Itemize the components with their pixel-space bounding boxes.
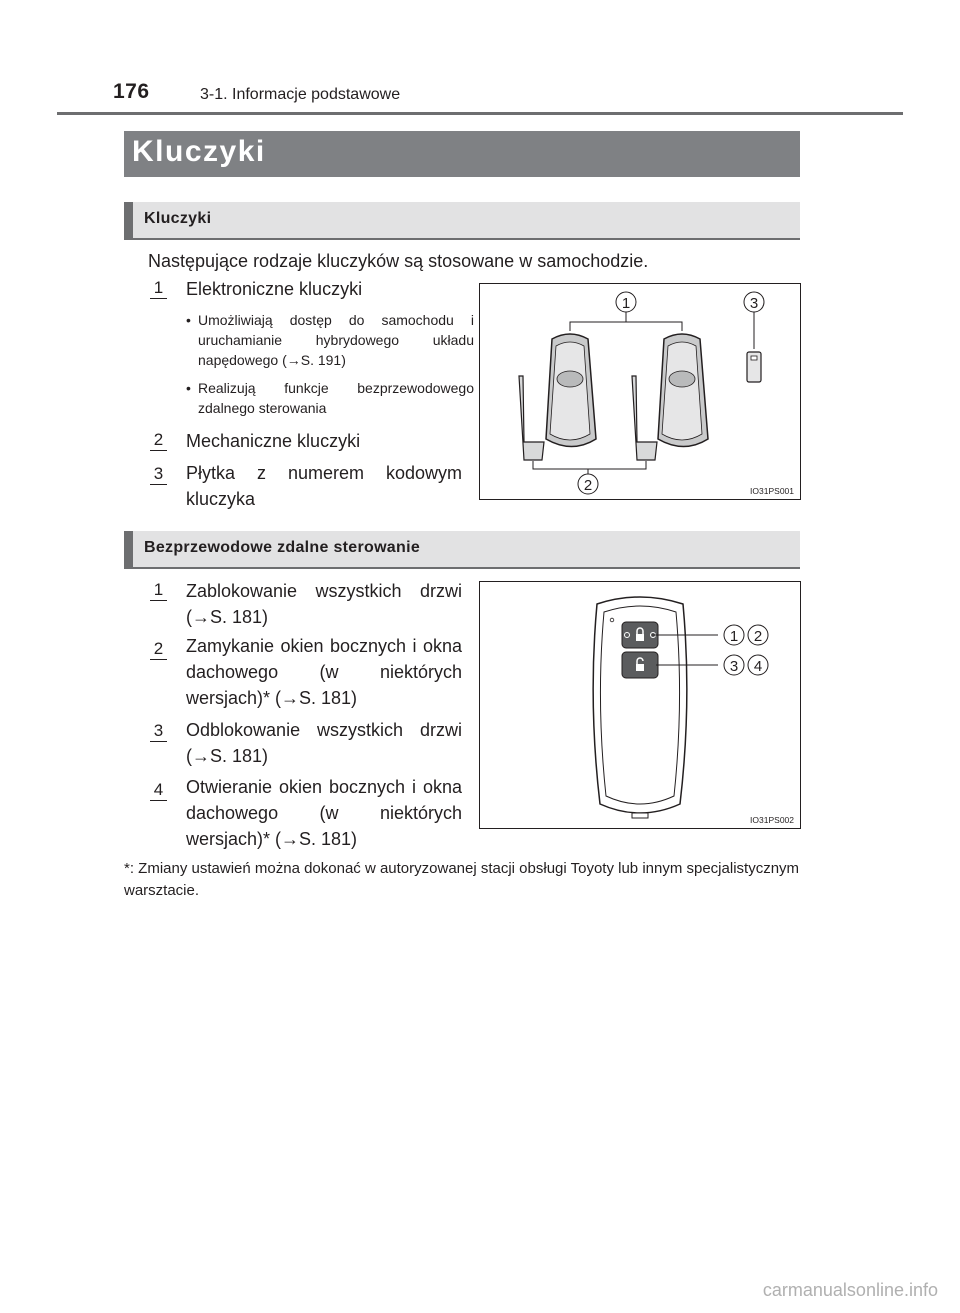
keys-intro: Następujące rodzaje kluczyków są stosowane w samochodzie. <box>148 251 649 271</box>
mechanical-key-right <box>632 376 657 460</box>
item-number: 1 <box>150 580 167 601</box>
subheading-accent <box>124 531 133 569</box>
callout-label: 2 <box>583 477 593 494</box>
callout-label: 1 <box>621 295 631 312</box>
section-reference: 3-1. Informacje podstawowe <box>200 86 401 103</box>
item-number: 1 <box>150 278 167 299</box>
watermark: carmanualsonline.info <box>762 1280 938 1300</box>
figure-code: IO31PS001 <box>750 486 794 496</box>
subheading-accent <box>124 202 133 240</box>
subheading-remote <box>124 531 800 569</box>
page-title: Kluczyki <box>132 135 266 168</box>
keys-item-mechanical: Mechaniczne kluczyki <box>186 431 361 451</box>
callout-label: 4 <box>753 658 763 675</box>
remote-item-unlock: Odblokowanie wszystkich drzwi (→S. 181) <box>186 720 462 766</box>
item-number: 2 <box>150 430 167 451</box>
subheading-remote-text: Bezprzewodowe zdalne sterowanie <box>144 539 421 556</box>
remote-illustration <box>480 582 800 828</box>
mechanical-key-left <box>519 376 544 460</box>
keys-item-electronic: Elektroniczne kluczyki <box>186 279 363 299</box>
electronic-key-left <box>546 334 596 447</box>
keys-bullet-remote: • Realizują funkcje bezprzewodowego zdalnego sterowania <box>186 378 474 418</box>
item-number: 4 <box>150 780 167 801</box>
keys-bullet-access: • Umożliwiają dostęp do samochodu i uruchamianie hybrydowego układu napędowego (→S. 191) <box>186 310 474 370</box>
electronic-key-right <box>658 334 708 447</box>
item-number: 3 <box>150 464 167 485</box>
unlock-button <box>622 652 658 678</box>
remote-item-lock: Zablokowanie wszystkich drzwi (→S. 181) <box>186 581 462 627</box>
code-plate <box>747 352 761 382</box>
callout-label: 3 <box>729 658 739 675</box>
item-number: 3 <box>150 721 167 742</box>
page-number: 176 <box>113 80 150 103</box>
callout-label: 2 <box>753 628 763 645</box>
item-number: 2 <box>150 639 167 660</box>
remote-item-open-windows: Otwieranie okien bocznych i okna dachowego (w niektórych wersjach)* (→S. 181) <box>186 777 462 849</box>
keys-item-code-plate: Płytka z numerem kodowym kluczyka <box>186 463 462 509</box>
subheading-keys <box>124 202 800 240</box>
header-divider <box>57 112 903 115</box>
remote-item-close-windows: Zamykanie okien bocznych i okna dachowego (w niektórych wersjach)* (→S. 181) <box>186 636 462 708</box>
subheading-keys-text: Kluczyki <box>144 210 212 227</box>
keys-illustration <box>480 284 800 499</box>
callout-label: 1 <box>729 628 739 645</box>
remote-figure <box>479 581 801 829</box>
figure-code: IO31PS002 <box>750 815 794 825</box>
callout-label: 3 <box>749 295 759 312</box>
keys-figure <box>479 283 801 500</box>
footnote: *: Zmiany ustawień można dokonać w autoryzowanej stacji obsługi Toyoty lub innym specjalistycznym warsztacie. <box>124 860 800 899</box>
